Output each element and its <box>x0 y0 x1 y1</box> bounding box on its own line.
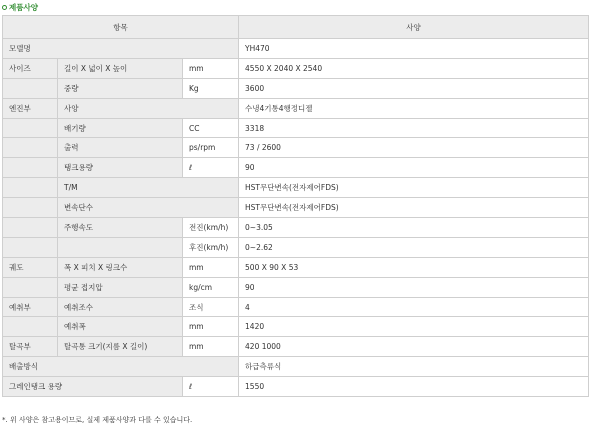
spec-table <box>2 15 589 397</box>
table-row <box>3 98 589 118</box>
section-title <box>2 1 38 13</box>
category-label <box>3 317 58 337</box>
category-label <box>3 118 58 138</box>
table-row <box>3 58 589 78</box>
category-label <box>3 277 58 297</box>
row-label: 예취조수 <box>58 297 183 317</box>
row-unit: 전진(km/h) <box>183 218 239 238</box>
row-label: 변속단수 <box>58 198 239 218</box>
row-value: 420 1000 <box>239 337 589 357</box>
row-label: 길이 X 넓이 X 높이 <box>58 58 183 78</box>
row-unit: ℓ <box>183 377 239 397</box>
table-row <box>3 257 589 277</box>
row-value: 0~3.05 <box>239 218 589 238</box>
row-value: 73 / 2600 <box>239 138 589 158</box>
row-value: 500 X 90 X 53 <box>239 257 589 277</box>
row-value: 하급측류식 <box>239 357 589 377</box>
category-label <box>3 158 58 178</box>
table-row <box>3 138 589 158</box>
table-row <box>3 377 589 397</box>
table-row <box>3 237 589 257</box>
table-row <box>3 277 589 297</box>
category-label: 궤도 <box>3 257 58 277</box>
row-unit: ℓ <box>183 158 239 178</box>
row-label <box>58 237 183 257</box>
row-unit: 조식 <box>183 297 239 317</box>
row-label: 사양 <box>58 98 239 118</box>
section-title-text: 제품사양 <box>9 2 38 12</box>
table-row <box>3 198 589 218</box>
category-label <box>3 237 58 257</box>
row-value: 4550 X 2040 X 2540 <box>239 58 589 78</box>
row-unit: Kg <box>183 78 239 98</box>
row-value: 90 <box>239 158 589 178</box>
table-row <box>3 39 589 59</box>
row-unit: mm <box>183 337 239 357</box>
row-value: 1420 <box>239 317 589 337</box>
footnote: *. 위 사양은 참고용이므로, 실제 제품사양과 다를 수 있습니다. <box>2 416 193 424</box>
header-item: 항목 <box>3 16 239 39</box>
category-label <box>3 198 58 218</box>
row-value: 3318 <box>239 118 589 138</box>
row-unit: 후진(km/h) <box>183 237 239 257</box>
category-label <box>3 178 58 198</box>
circle-bullet-icon <box>2 5 7 10</box>
row-value: 수냉4기통4행정디젤 <box>239 98 589 118</box>
category-label: 탈곡부 <box>3 337 58 357</box>
category-label <box>3 138 58 158</box>
row-label: 출력 <box>58 138 183 158</box>
row-unit: kg/cm <box>183 277 239 297</box>
row-label: T/M <box>58 178 239 198</box>
row-value: 90 <box>239 277 589 297</box>
row-label: 주행속도 <box>58 218 183 238</box>
row-label: 예취폭 <box>58 317 183 337</box>
row-label: 모델명 <box>3 39 239 59</box>
row-value: YH470 <box>239 39 589 59</box>
table-row <box>3 337 589 357</box>
table-row <box>3 218 589 238</box>
row-value: 0~2.62 <box>239 237 589 257</box>
row-unit: mm <box>183 257 239 277</box>
category-label: 사이즈 <box>3 58 58 78</box>
table-row <box>3 78 589 98</box>
header-spec: 사양 <box>239 16 589 39</box>
row-unit: ps/rpm <box>183 138 239 158</box>
row-value: 4 <box>239 297 589 317</box>
table-header-row <box>3 16 589 39</box>
table-row <box>3 118 589 138</box>
row-label: 폭 X 피치 X 링크수 <box>58 257 183 277</box>
table-row <box>3 158 589 178</box>
table-row <box>3 317 589 337</box>
row-label: 배기량 <box>58 118 183 138</box>
row-value: HST무단변속(전자제어FDS) <box>239 198 589 218</box>
row-value: 1550 <box>239 377 589 397</box>
category-label: 엔진부 <box>3 98 58 118</box>
row-label: 평균 접지압 <box>58 277 183 297</box>
row-unit: mm <box>183 317 239 337</box>
row-label: 탱크용량 <box>58 158 183 178</box>
row-label: 탈곡통 크기(지름 X 길이) <box>58 337 183 357</box>
table-row <box>3 357 589 377</box>
row-label: 그레인탱크 용량 <box>3 377 183 397</box>
row-unit: CC <box>183 118 239 138</box>
category-label <box>3 218 58 238</box>
category-label: 예취부 <box>3 297 58 317</box>
row-unit: mm <box>183 58 239 78</box>
table-row <box>3 178 589 198</box>
table-row <box>3 297 589 317</box>
row-value: HST무단변속(전자제어FDS) <box>239 178 589 198</box>
row-value: 3600 <box>239 78 589 98</box>
row-label: 배출방식 <box>3 357 239 377</box>
row-label: 중량 <box>58 78 183 98</box>
category-label <box>3 78 58 98</box>
